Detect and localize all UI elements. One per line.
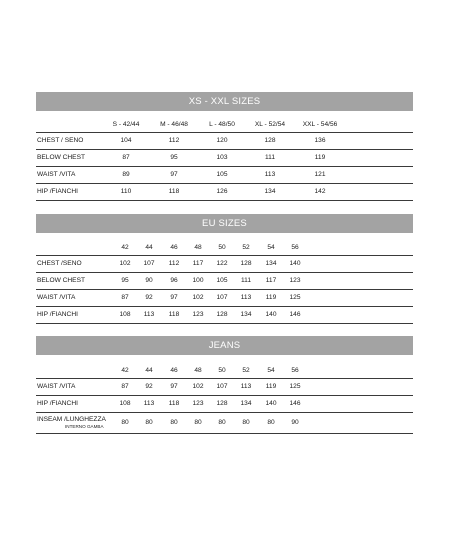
column-header: L - 48/50 xyxy=(209,121,235,128)
table-cell: 113 xyxy=(240,383,252,390)
column-header: 52 xyxy=(242,367,250,374)
table-cell: 140 xyxy=(289,260,301,267)
table-cell: 113 xyxy=(240,294,252,301)
column-header: 50 xyxy=(218,244,226,251)
table-cell: 128 xyxy=(216,311,228,318)
table-cell: 123 xyxy=(192,400,204,407)
table-row xyxy=(36,132,413,150)
column-header: 42 xyxy=(121,244,129,251)
column-header: 44 xyxy=(145,367,153,374)
table-cell: 146 xyxy=(289,400,301,407)
column-header: 42 xyxy=(121,367,129,374)
table-cell: 125 xyxy=(289,294,301,301)
table-cell: 121 xyxy=(314,171,326,178)
table-cell: 134 xyxy=(240,400,252,407)
row-label: CHEST /SENO xyxy=(37,260,82,267)
table-cell: 95 xyxy=(121,277,129,284)
table-cell: 80 xyxy=(121,419,129,426)
table-cell: 119 xyxy=(265,383,277,390)
table-cell: 118 xyxy=(168,400,180,407)
column-header-row xyxy=(36,240,413,255)
table-cell: 134 xyxy=(264,188,276,195)
table-row xyxy=(36,273,413,290)
table-cell: 113 xyxy=(264,171,276,178)
table-cell: 107 xyxy=(216,383,228,390)
table-cell: 142 xyxy=(314,188,326,195)
table-cell: 123 xyxy=(289,277,301,284)
table-cell: 90 xyxy=(291,419,299,426)
table-row xyxy=(36,396,413,413)
column-header: 44 xyxy=(145,244,153,251)
table-row xyxy=(36,307,413,324)
table-cell: 134 xyxy=(265,260,277,267)
table-cell: 107 xyxy=(143,260,155,267)
table-cell: 97 xyxy=(170,171,178,178)
column-header: 48 xyxy=(194,367,202,374)
table-cell: 102 xyxy=(119,260,131,267)
table-cell: 80 xyxy=(242,419,250,426)
column-header: XL - 52/54 xyxy=(254,121,286,128)
row-label: WAIST /VITA xyxy=(37,383,76,390)
table-cell: 112 xyxy=(168,137,180,144)
table-cell: 105 xyxy=(216,277,228,284)
column-header: 52 xyxy=(242,244,250,251)
eu-section-title: EU SIZES xyxy=(36,214,413,233)
column-header: 46 xyxy=(170,367,178,374)
table-cell: 140 xyxy=(265,400,277,407)
table-cell: 122 xyxy=(216,260,228,267)
table-cell: 112 xyxy=(168,260,180,267)
column-header-row xyxy=(36,363,413,378)
column-header: S - 42/44 xyxy=(112,121,140,128)
table-cell: 97 xyxy=(170,294,178,301)
table-cell: 103 xyxy=(216,154,228,161)
table-row xyxy=(36,290,413,307)
table-cell: 102 xyxy=(192,294,204,301)
column-header-row xyxy=(36,117,413,132)
table-cell: 111 xyxy=(240,277,252,284)
row-label: HIP /FIANCHI xyxy=(37,400,78,407)
table-cell: 107 xyxy=(216,294,228,301)
table-cell: 119 xyxy=(265,294,277,301)
column-header: 46 xyxy=(170,244,178,251)
table-cell: 108 xyxy=(119,311,131,318)
table-cell: 104 xyxy=(120,137,132,144)
row-label: BELOW CHEST xyxy=(37,277,85,284)
table-row xyxy=(36,378,413,396)
table-cell: 102 xyxy=(192,383,204,390)
table-cell: 125 xyxy=(289,383,301,390)
table-cell: 108 xyxy=(119,400,131,407)
table-cell: 87 xyxy=(122,154,130,161)
row-label: HIP /FIANCHI xyxy=(37,188,78,195)
table-cell: 134 xyxy=(240,311,252,318)
table-cell: 128 xyxy=(216,400,228,407)
table-cell: 126 xyxy=(216,188,228,195)
eu-size-table xyxy=(36,214,413,324)
table-cell: 119 xyxy=(314,154,326,161)
table-cell: 110 xyxy=(120,188,132,195)
xs-xxl-size-table xyxy=(36,92,413,201)
row-label: HIP /FIANCHI xyxy=(37,311,78,318)
table-cell: 95 xyxy=(170,154,178,161)
table-cell: 100 xyxy=(192,277,204,284)
table-cell: 80 xyxy=(218,419,226,426)
row-label: CHEST / SENO xyxy=(37,137,84,144)
column-header: XXL - 54/56 xyxy=(302,121,338,128)
column-header: M - 46/48 xyxy=(160,121,188,128)
table-cell: 111 xyxy=(264,154,276,161)
table-cell: 123 xyxy=(192,311,204,318)
table-cell: 118 xyxy=(168,188,180,195)
table-cell: 140 xyxy=(265,311,277,318)
table-cell: 136 xyxy=(314,137,326,144)
table-row xyxy=(36,150,413,167)
table-cell: 105 xyxy=(216,171,228,178)
table-row xyxy=(36,255,413,273)
table-cell: 117 xyxy=(265,277,277,284)
jeans-size-table xyxy=(36,336,413,434)
table-row xyxy=(36,413,413,434)
table-row xyxy=(36,184,413,201)
row-label: WAIST /VITA xyxy=(37,294,76,301)
table-cell: 97 xyxy=(170,383,178,390)
table-cell: 113 xyxy=(143,400,155,407)
table-cell: 87 xyxy=(121,294,129,301)
row-label: BELOW CHEST xyxy=(37,154,85,161)
table-cell: 80 xyxy=(194,419,202,426)
row-label: WAIST /VITA xyxy=(37,171,76,178)
table-cell: 89 xyxy=(122,171,130,178)
table-cell: 128 xyxy=(264,137,276,144)
table-cell: 90 xyxy=(145,277,153,284)
table-cell: 87 xyxy=(121,383,129,390)
table-cell: 128 xyxy=(240,260,252,267)
table-cell: 80 xyxy=(145,419,153,426)
column-header: 54 xyxy=(267,244,275,251)
column-header: 50 xyxy=(218,367,226,374)
table-cell: 120 xyxy=(216,137,228,144)
table-cell: 80 xyxy=(170,419,178,426)
table-cell: 118 xyxy=(168,311,180,318)
column-header: 56 xyxy=(291,244,299,251)
column-header: 56 xyxy=(291,367,299,374)
table-cell: 92 xyxy=(145,383,153,390)
table-cell: 113 xyxy=(143,311,155,318)
jeans-section-title: JEANS xyxy=(36,336,413,355)
table-cell: 146 xyxy=(289,311,301,318)
column-header: 48 xyxy=(194,244,202,251)
row-label: INSEAM /LUNGHEZZA xyxy=(37,416,106,423)
table-cell: 96 xyxy=(170,277,178,284)
table-cell: 117 xyxy=(192,260,204,267)
column-header: 54 xyxy=(267,367,275,374)
table-row xyxy=(36,167,413,184)
table-cell: 80 xyxy=(267,419,275,426)
table-cell: 92 xyxy=(145,294,153,301)
row-sublabel: INTERNO GAMBA xyxy=(65,424,104,429)
xs-xxl-section-title: XS - XXL SIZES xyxy=(36,92,413,111)
